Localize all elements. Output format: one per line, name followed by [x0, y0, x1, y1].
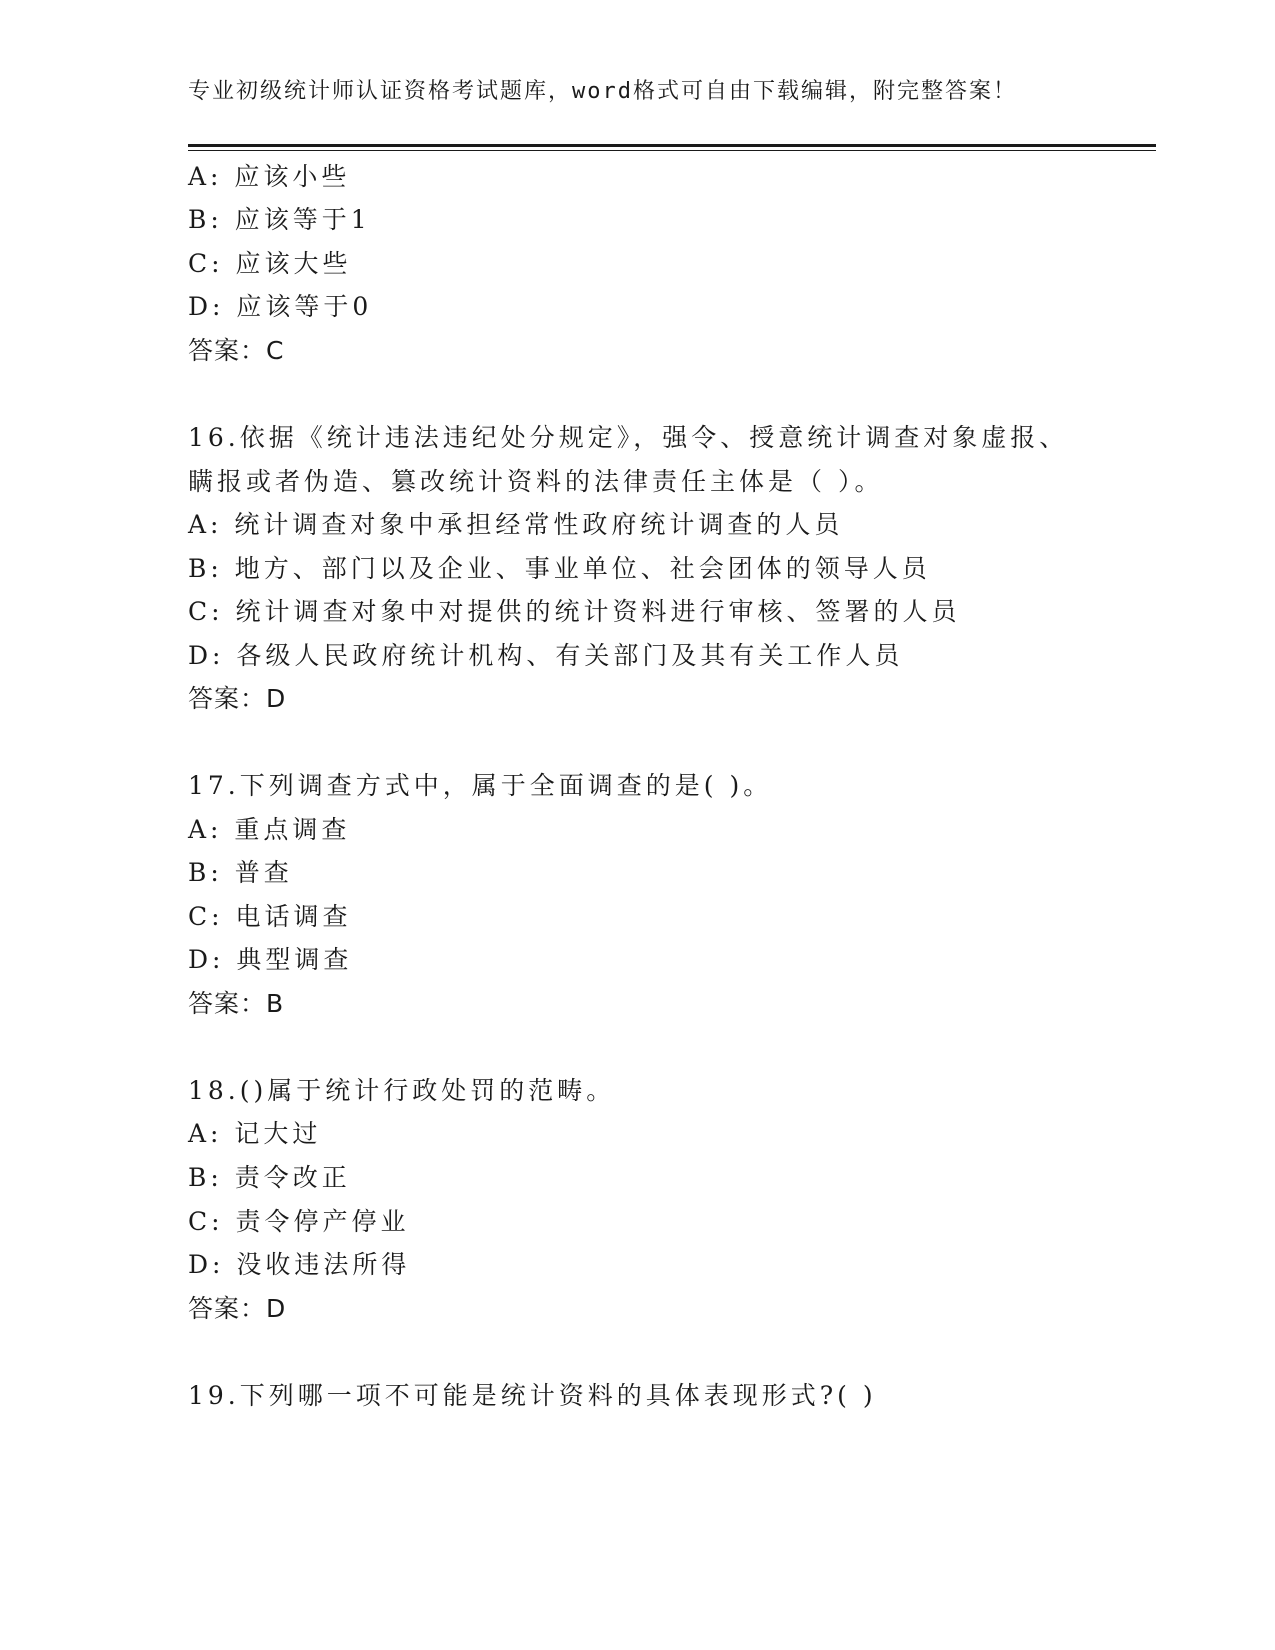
q16-stem-line2: 瞒报或者伪造、篡改统计资料的法律责任主体是（ ）。: [188, 467, 884, 496]
q15-option-a: A: 应该小些: [188, 162, 351, 191]
q17-option-d: D: 典型调查: [188, 945, 353, 974]
q16-option-a: A: 统计调查对象中承担经常性政府统计调查的人员: [188, 510, 844, 539]
q19-stem: 19.下列哪一项不可能是统计资料的具体表现形式?( ): [188, 1381, 877, 1410]
q15-option-c: C: 应该大些: [188, 249, 352, 278]
q15-option-d: D: 应该等于0: [188, 292, 373, 321]
q18-option-c: C: 责令停产停业: [188, 1207, 410, 1236]
q16-option-c: C: 统计调查对象中对提供的统计资料进行审核、签署的人员: [188, 597, 961, 626]
q17-option-c: C: 电话调查: [188, 902, 352, 931]
q17-option-b: B: 普查: [188, 858, 293, 887]
q18-option-a: A: 记大过: [188, 1119, 322, 1148]
q18-answer: 答案：D: [188, 1294, 287, 1323]
header-rule-thin: [188, 150, 1156, 151]
document-header: 专业初级统计师认证资格考试题库，word格式可自由下载编辑，附完整答案！: [188, 79, 1017, 104]
q15-option-b: B: 应该等于1: [188, 205, 371, 234]
q16-option-d: D: 各级人民政府统计机构、有关部门及其有关工作人员: [188, 641, 904, 670]
q16-option-b: B: 地方、部门以及企业、事业单位、社会团体的领导人员: [188, 554, 931, 583]
q16-stem-line1: 16.依据《统计违法违纪处分规定》，强令、授意统计调查对象虚报、: [188, 423, 1069, 452]
q18-stem: 18.()属于统计行政处罚的范畴。: [188, 1076, 616, 1105]
q17-answer: 答案：B: [188, 989, 285, 1018]
q15-answer: 答案：C: [188, 336, 285, 365]
q18-option-d: D: 没收违法所得: [188, 1250, 411, 1279]
q17-stem: 17.下列调查方式中，属于全面调查的是( )。: [188, 771, 773, 800]
q18-option-b: B: 责令改正: [188, 1163, 351, 1192]
q16-answer: 答案：D: [188, 684, 287, 713]
header-rule-thick: [188, 144, 1156, 147]
q17-option-a: A: 重点调查: [188, 815, 351, 844]
